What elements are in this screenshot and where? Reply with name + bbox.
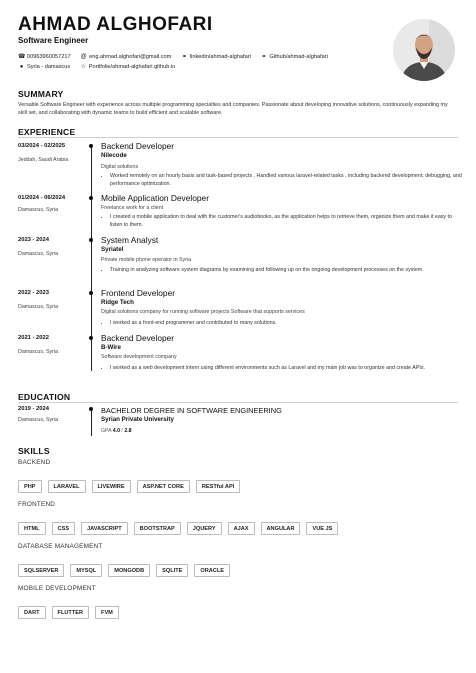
- experience-item: [18, 195, 458, 235]
- experience-role: Mobile Application Developer: [101, 193, 210, 203]
- experience-divider: [18, 137, 458, 138]
- skill-chip: FVM: [95, 606, 119, 619]
- timeline-dot: [89, 291, 93, 295]
- profile-photo: [393, 19, 455, 81]
- experience-bullets: [101, 364, 464, 372]
- phone-icon: ☎: [18, 54, 26, 60]
- experience-item: [18, 290, 458, 332]
- experience-dates: 03/2024 - 02/2025: [18, 143, 66, 149]
- education-item: [18, 406, 458, 438]
- contact-portfolio-text: Portifolie/ahmad-alghafari.github.io: [88, 64, 176, 70]
- education-gpa: [101, 428, 132, 434]
- education-degree: BACHELOR DEGREE IN SOFTWARE ENGINEERING: [101, 406, 282, 415]
- gpa-separator: /: [121, 428, 123, 434]
- skill-chip: DART: [18, 606, 46, 619]
- skill-chip: ANGULAR: [261, 522, 301, 535]
- experience-location: Damascus, Syria: [18, 251, 59, 257]
- skill-chip-row: [18, 601, 458, 619]
- experience-location: Damascus, Syria: [18, 304, 59, 310]
- experience-description: Software development company: [101, 354, 177, 360]
- experience-description: Digital solutions company for running software projects Software that supports services: [101, 309, 305, 315]
- experience-company: B-Wire: [101, 344, 121, 351]
- summary-heading: SUMMARY: [18, 89, 64, 99]
- experience-bullet: • I created a mobile application to deal with the customer's audiobooks, as the application helps to retrieve them, organize them and make it easy to listen to them.: [110, 213, 464, 229]
- skill-chip: FLUTTER: [52, 606, 89, 619]
- timeline-dot: [89, 407, 93, 411]
- contact-github-text: Github/ahmad-alghafari: [269, 54, 328, 60]
- person-name: AHMAD ALGHOFARI: [18, 14, 213, 35]
- experience-role: Backend Developer: [101, 141, 175, 151]
- education-school: Syrian Private University: [101, 416, 174, 423]
- skill-chip: VUE JS: [306, 522, 338, 535]
- experience-heading: EXPERIENCE: [18, 127, 76, 137]
- experience-bullet: • Worked remotely on an hourly basis and task-based projects , Handled various laravel-related tasks , including backend development, debugging, and performance optimization.: [110, 172, 464, 188]
- skill-chip: RESTful API: [196, 480, 240, 493]
- experience-bullet: • Training in analyzing software system diagrams by examining and following up on the ongoing development processes on the system.: [110, 266, 464, 274]
- skill-chip: LIVEWIRE: [92, 480, 131, 493]
- experience-company: Ridge Tech: [101, 299, 134, 306]
- timeline-dot: [89, 196, 93, 200]
- skill-chip: JQUERY: [187, 522, 222, 535]
- skill-group-label: MOBILE DEVELOPMENT: [18, 585, 96, 592]
- skill-chip: SQLITE: [156, 564, 188, 577]
- gpa-label: GPA: [101, 428, 112, 434]
- experience-location: Jeddah, Saudi Arabia: [18, 157, 69, 163]
- link-icon: ⚭: [261, 54, 267, 60]
- experience-dates: 2021 - 2022: [18, 335, 49, 341]
- skill-chip: LARAVEL: [48, 480, 86, 493]
- skill-chip-row: [18, 559, 458, 577]
- experience-location: Damascus, Syria: [18, 207, 59, 213]
- summary-text: Versatile Software Engineer with experience across multiple programming specialties and companies. Passionate about developing innovative solutions, continuously expanding my skill set, and collaborating with dynamic teams to build efficient and scalable software.: [18, 102, 448, 116]
- experience-bullets: [101, 213, 464, 229]
- skill-chip: AJAX: [228, 522, 255, 535]
- contact-portfolio[interactable]: [80, 62, 175, 72]
- experience-item: [18, 335, 458, 383]
- at-icon: @: [80, 54, 87, 60]
- skill-chip: MONGODB: [108, 564, 150, 577]
- education-heading: EDUCATION: [18, 392, 71, 402]
- skill-group-label: BACKEND: [18, 459, 51, 466]
- contact-list: [18, 52, 388, 72]
- education-divider: [18, 402, 458, 403]
- experience-bullets: [101, 266, 464, 274]
- skill-group-label: FRONTEND: [18, 501, 56, 508]
- experience-item: [18, 141, 462, 193]
- timeline-dot: [89, 238, 93, 242]
- experience-bullet: • I worked as a front-end programmer and contributed to many solutions.: [110, 319, 464, 327]
- experience-item: [18, 237, 458, 287]
- experience-dates: 2022 - 2023: [18, 290, 49, 296]
- experience-company: Syriatel: [101, 246, 124, 253]
- contact-github[interactable]: [260, 52, 327, 62]
- contact-linkedin-text: linkedin/ahmad-alghafari: [189, 54, 251, 60]
- gpa-value: 4.0: [112, 428, 120, 434]
- experience-bullet: • I worked as a web development intern using different environments such as Laravel and my main job was to organize and create APIs.: [110, 364, 464, 372]
- gpa-max: 2.8: [124, 428, 132, 434]
- contact-linkedin[interactable]: [181, 52, 251, 62]
- skill-group-label: DATABASE MANAGEMENT: [18, 543, 103, 550]
- contact-location: [18, 62, 70, 72]
- experience-dates: 01/2024 - 06/2024: [18, 195, 66, 201]
- contact-location-text: Syria - damascus: [27, 64, 71, 70]
- timeline-dot: [89, 144, 93, 148]
- contact-phone[interactable]: [18, 52, 71, 62]
- skill-chip: JAVASCRIPT: [81, 522, 128, 535]
- skill-chip: PHP: [18, 480, 42, 493]
- experience-dates: 2023 - 2024: [18, 237, 49, 243]
- skill-chip: SQLSERVER: [18, 564, 64, 577]
- skill-chip: HTML: [18, 522, 46, 535]
- star-icon: ☆: [80, 64, 86, 70]
- experience-role: System Analyst: [101, 235, 159, 245]
- job-title: Software Engineer: [18, 36, 89, 45]
- experience-company: Nilecode: [101, 152, 127, 159]
- experience-bullets: [101, 319, 464, 327]
- profile-photo-image: [393, 19, 455, 81]
- skill-chip-row: [18, 517, 458, 535]
- education-dates: 2019 - 2024: [18, 406, 49, 412]
- experience-description: Private mobile phone operator in Syria: [101, 257, 192, 263]
- experience-role: Backend Developer: [101, 333, 175, 343]
- skill-chip: BOOTSTRAP: [134, 522, 181, 535]
- skill-chip: ASP.NET CORE: [137, 480, 190, 493]
- experience-bullets: [101, 172, 464, 188]
- contact-email-text: eng.ahmad.alghofari@gmail.com: [89, 54, 172, 60]
- experience-description: Freelance work for a client: [101, 205, 164, 211]
- location-icon: ●: [19, 64, 24, 70]
- skill-chip: CSS: [52, 522, 76, 535]
- timeline-dot: [89, 336, 93, 340]
- experience-role: Frontend Developer: [101, 288, 176, 298]
- skill-chip: MYSQL: [70, 564, 102, 577]
- experience-description: Digital solutions: [101, 164, 139, 170]
- skill-chip-row: [18, 475, 458, 493]
- skill-chip: ORACLE: [194, 564, 230, 577]
- education-location: Damascus, Syria: [18, 417, 59, 423]
- contact-phone-text: 00963960057217: [27, 54, 71, 60]
- skills-heading: SKILLS: [18, 446, 50, 456]
- contact-email[interactable]: [80, 52, 171, 62]
- link-icon: ⚭: [181, 54, 187, 60]
- experience-location: Damascus, Syria: [18, 349, 59, 355]
